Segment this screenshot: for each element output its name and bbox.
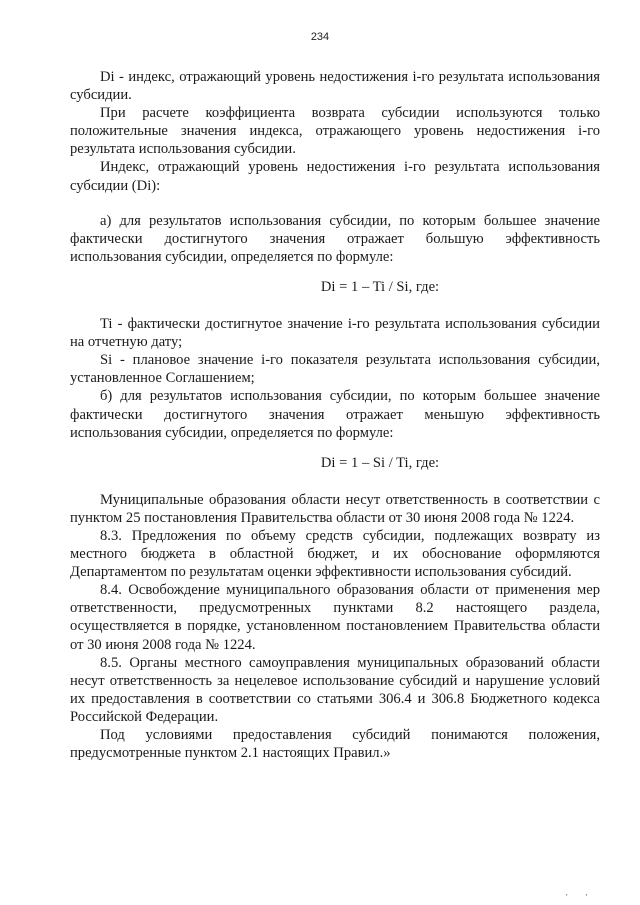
formula-a: Di = 1 – Ti / Si, где: [320, 278, 440, 295]
paragraph-case-a: а) для результатов использования субсидии, по которым большее значение фактически достигнутого значения отражает большую эффективность использования субсидии, определяется по формуле: [70, 212, 600, 265]
formula-b: Di = 1 – Si / Ti, где: [320, 454, 440, 471]
paragraph-index-intro: Индекс, отражающий уровень недостижения i-го результата использования субсидии (Di): [70, 159, 600, 194]
paragraph-8-4: 8.4. Освобождение муниципального образования области от применения мер ответственности, предусмотренных пунктами 8.2 настоящего раздела, осуществляется в порядке, установленном постановлением Правительства области от 30 июня 2008 года № 1224. [70, 582, 600, 653]
paragraph-ti-definition: Ti - фактически достигнутое значение i-го результата использования субсидии на отчетную дату; [70, 316, 600, 351]
document-body [70, 68, 600, 762]
page-number: 234 [310, 31, 330, 43]
paragraph-responsibility: Муниципальные образования области несут ответственность в соответствии с пунктом 25 постановления Правительства области от 30 июня 2008 года № 1224. [70, 491, 600, 526]
paragraph-positive-values: При расчете коэффициента возврата субсидии используются только положительные значения индекса, отражающего уровень недостижения i-го результата использования субсидии. [70, 105, 600, 158]
paragraph-si-definition: Si - плановое значение i-го показателя результата использования субсидии, установленное Соглашением; [70, 352, 600, 387]
paragraph-conditions: Под условиями предоставления субсидий понимаются положения, предусмотренные пунктом 2.1 настоящих Правил.» [70, 727, 600, 762]
paragraph-8-5: 8.5. Органы местного самоуправления муниципальных образований области несут ответственность за нецелевое использование субсидий и нарушение условий их предоставления в соответствии со статьями 306.4 и 306.8 Бюджетного кодекса Российской Федерации. [70, 654, 600, 725]
scan-marks: ' ' [566, 893, 596, 902]
paragraph-case-b: б) для результатов использования субсидии, по которым большее значение фактически достигнутого значения отражает меньшую эффективность использования субсидии, определяется по формуле: [70, 388, 600, 441]
paragraph-index-definition: Di - индекс, отражающий уровень недостижения i-го результата использования субсидии. [70, 69, 600, 104]
paragraph-8-3: 8.3. Предложения по объему средств субсидии, подлежащих возврату из местного бюджета в областной бюджет, и их обоснование оформляются Департаментом по результатам оценки эффективности использования субсидий. [70, 527, 600, 581]
